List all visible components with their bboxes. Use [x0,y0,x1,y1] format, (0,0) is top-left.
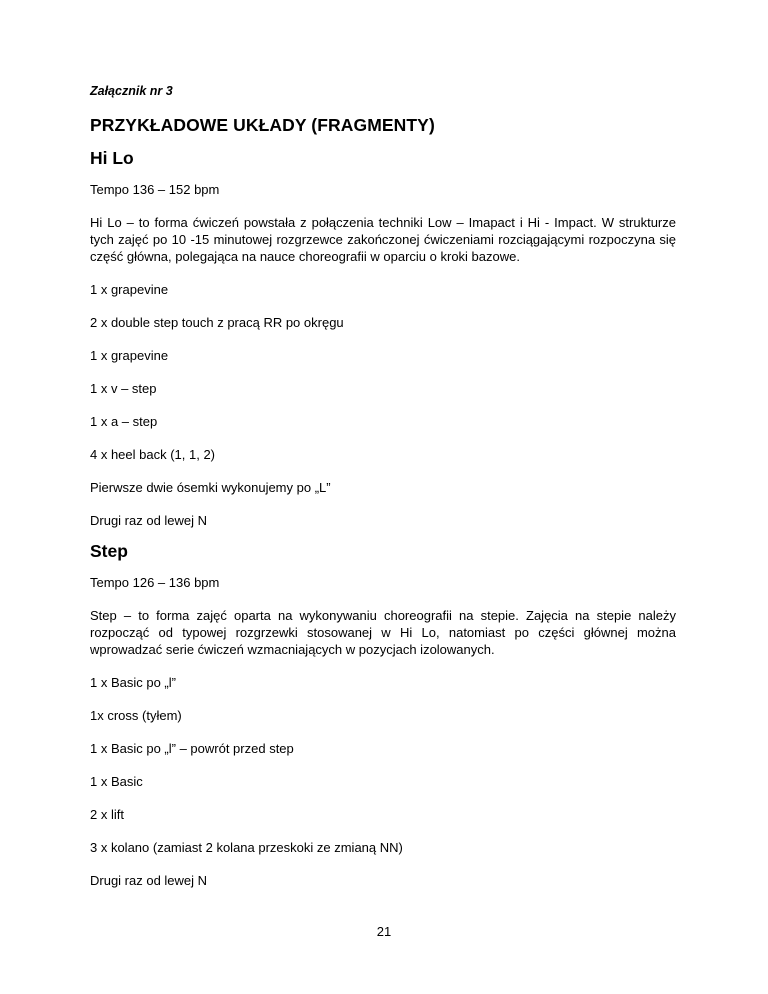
step-item: 4 x heel back (1, 1, 2) [90,447,216,462]
section-heading: Step [90,541,128,561]
step-item: 1 x Basic po „l” [90,675,176,690]
section-description: Step – to forma zajęć oparta na wykonywaniu choreografii na stepie. Zajęcia na stepie należy rozpocząć od typowej rozgrzewki stosowanej w Hi Lo, natomiast po części głównej można wprowadzać serie ćwiczeń wzmacniających w pozycjach izolowanych. [90,608,676,657]
section-hi-lo [90,148,676,529]
page-number: 21 [376,924,392,939]
step-item: 1 x grapevine [90,282,169,297]
step-item: Drugi raz od lewej N [90,513,208,528]
section-step [90,541,676,889]
document-title: PRZYKŁADOWE UKŁADY (FRAGMENTY) [90,115,435,135]
step-item: 1 x Basic po „l” – powrót przed step [90,741,294,756]
step-item: 3 x kolano (zamiast 2 kolana przeskoki ze zmianą NN) [90,840,403,855]
section-heading: Hi Lo [90,148,134,168]
step-item: 2 x lift [90,807,124,822]
section-tempo: Tempo 126 – 136 bpm [90,575,220,590]
step-item: 1 x grapevine [90,348,169,363]
step-item: 1 x v – step [90,381,157,396]
step-item: 1 x a – step [90,414,158,429]
page-content [90,84,676,905]
step-item: 2 x double step touch z pracą RR po okręgu [90,315,344,330]
step-item: Pierwsze dwie ósemki wykonujemy po „L” [90,480,331,495]
step-item: Drugi raz od lewej N [90,873,208,888]
section-description: Hi Lo – to forma ćwiczeń powstała z połączenia techniki Low – Imapact i Hi - Impact. W strukturze tych zajęć po 10 -15 minutowej rozgrzewce zakończonej ćwiczeniami rozciągającymi rozpoczyna się część główna, polegająca na nauce choreografii w oparciu o kroki bazowe. [90,215,676,264]
step-item: 1x cross (tyłem) [90,708,182,723]
annex-label: Załącznik nr 3 [90,84,173,98]
section-tempo: Tempo 136 – 152 bpm [90,182,220,197]
step-item: 1 x Basic [90,774,143,789]
